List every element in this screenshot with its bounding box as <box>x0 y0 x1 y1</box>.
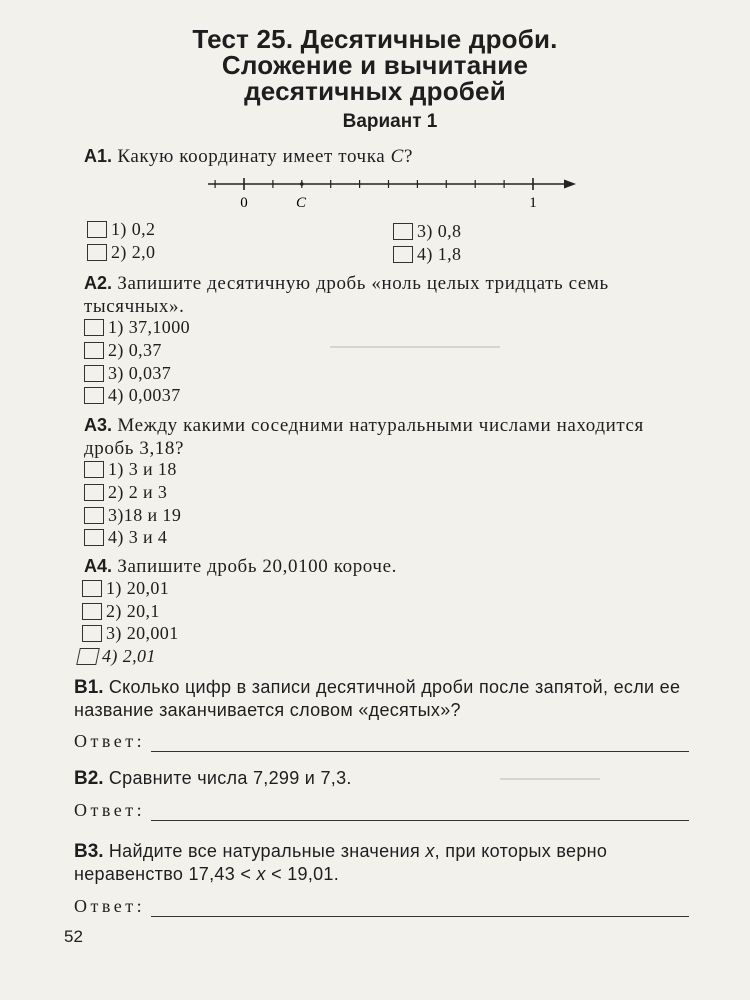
option-label: 3) 20,001 <box>106 623 179 643</box>
question-number: А2. <box>84 273 113 293</box>
answer-b3[interactable] <box>74 893 689 917</box>
option-label: 4) 3 и 4 <box>108 527 168 547</box>
answer-label: Ответ: <box>74 896 146 916</box>
question-number: В1. <box>74 677 104 698</box>
number-line <box>200 170 580 216</box>
option-label: 2) 0,37 <box>108 340 162 360</box>
checkbox[interactable] <box>84 529 104 546</box>
answer-b2[interactable] <box>74 797 689 821</box>
answer-label: Ответ: <box>74 800 146 820</box>
question-b3 <box>74 840 694 886</box>
axis-label-zero: 0 <box>240 195 248 211</box>
option-a2-1[interactable] <box>84 316 190 338</box>
point-variable: C <box>390 146 404 167</box>
page-number: 52 <box>64 927 83 946</box>
question-number: А1. <box>84 146 113 166</box>
checkbox[interactable] <box>84 365 104 382</box>
option-a2-3[interactable] <box>84 362 171 384</box>
option-a1-2[interactable] <box>87 241 155 263</box>
test-title-line2: Сложение и вычитание <box>221 50 529 80</box>
variant-heading: Вариант 1 <box>342 111 438 132</box>
question-text-end: ? <box>403 146 413 167</box>
checkbox[interactable] <box>84 507 104 524</box>
checkbox[interactable] <box>82 580 102 597</box>
question-number: В3. <box>74 841 104 862</box>
answer-line[interactable] <box>151 900 689 917</box>
option-label: 2) 20,1 <box>106 601 160 621</box>
question-text: Какую координату имеет точка <box>112 146 391 167</box>
option-label: 1) 3 и 18 <box>108 459 177 479</box>
option-label: 1) 20,01 <box>106 578 170 598</box>
question-text: < 19,01. <box>265 864 340 884</box>
question-a1 <box>84 145 699 168</box>
option-a1-1[interactable] <box>87 218 155 240</box>
checkbox[interactable] <box>82 603 102 620</box>
option-a2-4[interactable] <box>84 384 181 406</box>
checkbox[interactable] <box>84 342 104 359</box>
option-label: 3) 0,8 <box>417 221 462 241</box>
answer-line[interactable] <box>151 804 689 821</box>
option-a3-4[interactable] <box>84 526 167 548</box>
question-a3 <box>84 414 699 460</box>
option-a4-2[interactable] <box>82 600 160 622</box>
question-b1 <box>74 676 694 722</box>
question-number: А4. <box>84 556 113 576</box>
option-a1-3[interactable] <box>393 220 461 242</box>
option-label: 4) 1,8 <box>417 244 462 264</box>
point-c-marker <box>300 182 304 186</box>
option-a4-3[interactable] <box>82 622 179 644</box>
question-text: Сравните числа 7,299 и 7,3. <box>103 768 352 788</box>
question-a2 <box>84 272 699 318</box>
question-number: В2. <box>74 768 104 789</box>
checkbox[interactable] <box>82 625 102 642</box>
checkbox[interactable] <box>76 648 100 665</box>
option-label: 4) 2,01 <box>102 646 156 666</box>
test-title-line3: десятичных дробей <box>244 76 506 106</box>
answer-b1[interactable] <box>74 728 689 752</box>
checkbox[interactable] <box>84 319 104 336</box>
question-a4 <box>84 555 699 578</box>
question-text: Сколько цифр в записи десятичной дроби после запятой, если ее название заканчивается словом «десятых»? <box>74 677 681 720</box>
checkbox[interactable] <box>87 244 107 261</box>
question-number: А3. <box>84 415 113 435</box>
option-a4-1[interactable] <box>82 577 169 599</box>
checkbox[interactable] <box>84 484 104 501</box>
option-label: 2) 2,0 <box>111 242 156 262</box>
answer-line[interactable] <box>151 735 689 752</box>
bleed-through-mark <box>330 346 500 348</box>
axis-arrow-icon <box>564 180 576 189</box>
option-label: 4) 0,0037 <box>108 385 181 405</box>
answer-label: Ответ: <box>74 731 146 751</box>
axis-label-c: C <box>295 195 307 211</box>
checkbox[interactable] <box>84 387 104 404</box>
option-a3-1[interactable] <box>84 458 177 480</box>
variable-x: x <box>425 841 435 861</box>
option-label: 3)18 и 19 <box>108 505 182 525</box>
checkbox[interactable] <box>393 246 413 263</box>
question-text: Между какими соседними натуральными числами находится дробь 3,18? <box>84 415 644 459</box>
option-label: 1) 0,2 <box>111 219 156 239</box>
question-text: Найдите все натуральные значения <box>103 841 426 861</box>
option-a2-2[interactable] <box>84 339 162 361</box>
option-a3-3[interactable] <box>84 504 181 526</box>
question-text: Запишите дробь 20,0100 короче. <box>112 556 397 577</box>
checkbox[interactable] <box>87 221 107 238</box>
option-a4-4[interactable] <box>78 645 156 667</box>
option-label: 1) 37,1000 <box>108 317 190 337</box>
axis-label-one: 1 <box>529 195 537 211</box>
checkbox[interactable] <box>84 461 104 478</box>
option-label: 2) 2 и 3 <box>108 482 168 502</box>
question-b2 <box>74 767 694 790</box>
option-a1-4[interactable] <box>393 243 461 265</box>
option-a3-2[interactable] <box>84 481 167 503</box>
checkbox[interactable] <box>393 223 413 240</box>
variable-x: x <box>256 864 266 884</box>
test-title-line1: Тест 25. Десятичные дроби. <box>192 24 558 54</box>
option-label: 3) 0,037 <box>108 363 172 383</box>
question-text: Запишите десятичную дробь «ноль целых тридцать семь тысячных». <box>84 273 609 317</box>
question-text: , при которых верно неравенство 17,43 < <box>74 841 608 884</box>
